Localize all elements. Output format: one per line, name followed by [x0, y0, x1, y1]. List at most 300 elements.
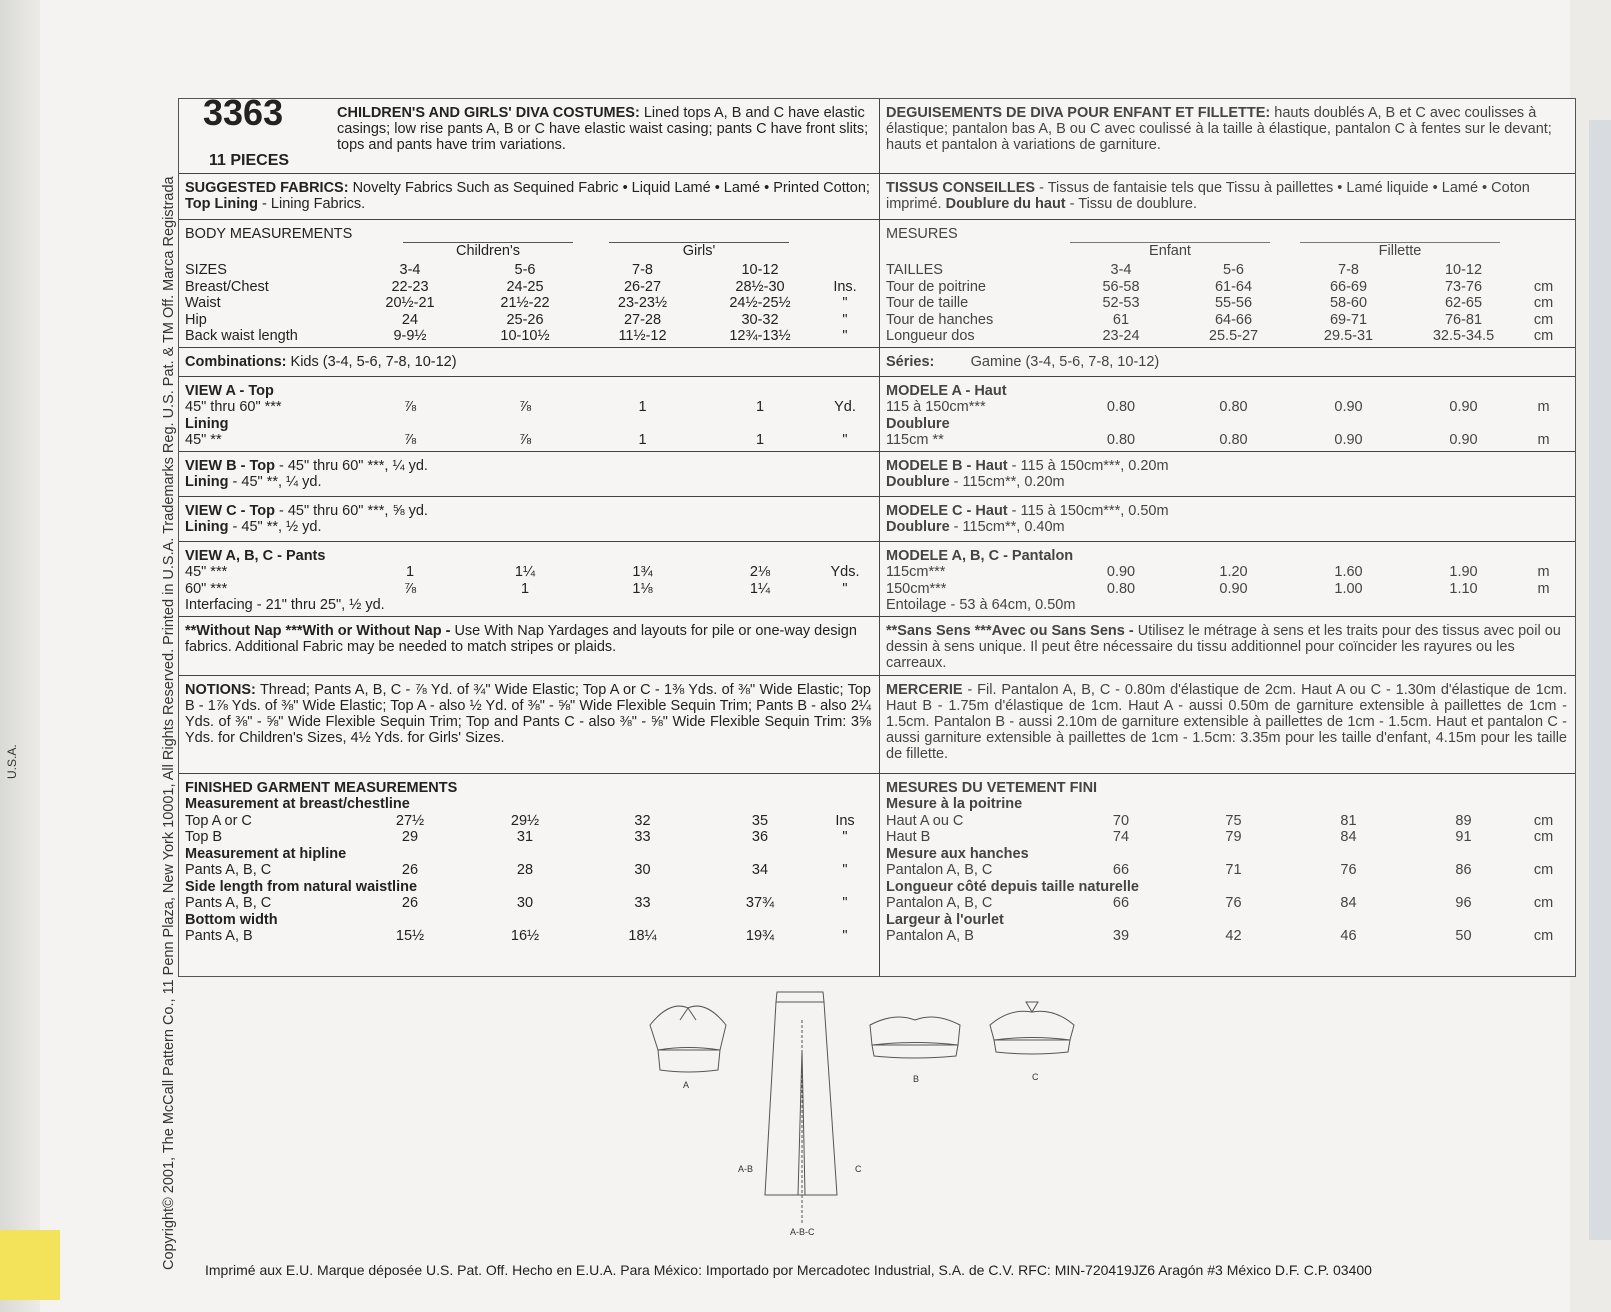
view-a-en [179, 377, 879, 452]
cell-value: 1 [755, 432, 765, 448]
cell-value: 86 [1455, 862, 1472, 878]
cell-value: 1 [755, 399, 765, 415]
table-row [886, 295, 1566, 312]
modele-c-text: - 115 à 150cm***, 0.50m [1011, 503, 1169, 519]
row-label: Pantalon A, B [886, 928, 974, 944]
desc-en: Lined tops A, B and C have elastic casings; low rise pants A, B or C have elastic waist casing; pants C have front slits; tops and pants have trim variations. [337, 105, 869, 153]
cell-value: 1¾ [632, 564, 653, 580]
cell-value: " [842, 829, 848, 845]
cell-value: 29 [401, 829, 419, 845]
fabrics-label-en: SUGGESTED FABRICS: [185, 180, 349, 196]
table-row [185, 895, 870, 912]
cell-value: 84 [1340, 895, 1357, 911]
row-label: Largeur à l'ourlet [886, 911, 1004, 928]
cell-value: 21½-22 [500, 295, 550, 311]
cell-value: 34 [751, 862, 769, 878]
table-row [185, 328, 870, 345]
cell-value: 1.60 [1334, 564, 1363, 580]
notions-en [179, 676, 879, 774]
table-row [185, 829, 870, 846]
row-label: Back waist length [185, 328, 298, 344]
cell-value: cm [1533, 278, 1554, 295]
cell-value: 0.80 [1106, 432, 1136, 448]
cell-value: 0.90 [1334, 399, 1363, 415]
cell-value: 23-23½ [617, 295, 668, 311]
combinations-en [179, 348, 879, 377]
pants-sketch [765, 992, 837, 1225]
table-row [185, 564, 870, 581]
nap-fr [880, 617, 1575, 676]
combinations-label: Combinations: [185, 354, 287, 370]
cell-value: Ins. [833, 278, 857, 295]
cell-value: 10-10½ [500, 328, 550, 344]
fabrics-row-fr [880, 174, 1575, 220]
group-children: Children's [403, 242, 573, 259]
cell-value: " [842, 295, 848, 311]
cell-value: 1⅛ [632, 580, 653, 597]
cell-value: 33 [634, 895, 651, 911]
row-label: Mesure aux hanches [886, 845, 1029, 862]
cell-value: 32 [634, 812, 651, 829]
body-table-fr [886, 262, 1566, 345]
cell-value: 0.90 [1334, 432, 1363, 448]
cell-value: 5-6 [514, 262, 536, 278]
row-label: Top A or C [185, 812, 252, 829]
cell-value: 0.90 [1449, 432, 1478, 448]
nap-en [179, 617, 879, 676]
body-measurements-title: BODY MEASUREMENTS [185, 226, 353, 242]
cell-value: ⅞ [403, 580, 417, 597]
cell-value: 27-28 [623, 311, 662, 328]
cell-value: 10-12 [1444, 262, 1483, 278]
cell-value: 24 [401, 311, 419, 328]
fabrics-row-en [179, 174, 879, 220]
cell-value: 56-58 [1102, 278, 1140, 295]
cell-value: 29½ [510, 812, 540, 829]
cell-value: Ins [835, 812, 855, 829]
table-row [886, 312, 1566, 329]
cell-value: 36 [751, 829, 769, 845]
cell-value: 5-6 [1223, 262, 1244, 278]
cell-value [1406, 416, 1521, 433]
table-row [886, 399, 1566, 416]
title-en: CHILDREN'S AND GIRLS' DIVA COSTUMES: [337, 105, 640, 121]
view-b-text: - 45" thru 60" ***, ¼ yd. [278, 458, 428, 474]
finished-title-fr: MESURES DU VETEMENT FINI [886, 780, 1098, 796]
yellow-corner [0, 1230, 60, 1300]
cell-value: 84 [1340, 829, 1357, 845]
body-table-en [185, 262, 870, 345]
view-b-lining-label: Lining [185, 474, 229, 490]
cell-value: 3-4 [1110, 262, 1132, 278]
row-label: Tour de poitrine [886, 278, 986, 295]
body-measurements-en [179, 220, 879, 348]
row-label: 150cm*** [886, 580, 947, 597]
view-c-text: - 45" thru 60" ***, ⅝ yd. [278, 503, 428, 519]
cell-value: 73-76 [1444, 278, 1483, 295]
table-row [185, 262, 870, 279]
group-girls: Girls' [609, 242, 789, 259]
cell-value: 1¼ [749, 580, 771, 597]
cell-value: 39 [1112, 928, 1130, 944]
group-enfant: Enfant [1070, 242, 1270, 259]
cell-value [1521, 416, 1566, 433]
cell-value: 76-81 [1444, 311, 1483, 328]
row-label: TAILLES [886, 262, 943, 278]
cell-value: m [1537, 580, 1550, 597]
cell-value: 15½ [395, 928, 425, 944]
finished-table-fr [886, 796, 1566, 945]
finished-table-en [185, 796, 870, 945]
cell-value: 0.80 [1106, 399, 1136, 415]
cell-value: " [842, 928, 848, 944]
row-label: 45" thru 60" *** [185, 399, 282, 415]
cell-value: Yds. [830, 564, 860, 580]
cell-value: 18¼ [628, 928, 657, 944]
row-label: Bottom width [185, 911, 278, 928]
row-label: Pants A, B, C [185, 895, 272, 911]
cell-value [700, 416, 820, 433]
sketch-label-b: B [913, 1074, 920, 1084]
row-label: Pantalon A, B, C [886, 895, 993, 911]
cell-value: 69-71 [1329, 311, 1368, 328]
header-row-fr [880, 99, 1575, 174]
table-row [886, 895, 1566, 912]
cell-value: 62-65 [1444, 295, 1483, 311]
row-label: Haut B [886, 829, 931, 845]
combinations-fr [880, 348, 1575, 377]
view-c-top-sketch [990, 1002, 1074, 1054]
cell-value: 1 [520, 580, 530, 597]
finished-en [179, 774, 879, 975]
entoilage-note: Entoilage - 53 à 64cm, 0.50m [886, 597, 1076, 613]
table-row [886, 564, 1566, 581]
nap-text-fr: Utilisez le métrage à sens et les traits pour des tissus avec poil ou dessin à sens unique. Il peut être nécessaire du tissu additionnel pour coïncider les rayures ou les carreaux. [886, 623, 1561, 671]
cell-value [1521, 262, 1566, 279]
cell-value: 10-12 [741, 262, 779, 278]
row-label: SIZES [185, 262, 227, 278]
cell-value: 58-60 [1329, 295, 1368, 311]
row-label: Measurement at hipline [185, 845, 347, 862]
cell-value [820, 416, 870, 433]
title-fr: DEGUISEMENTS DE DIVA POUR ENFANT ET FILLETTE: [886, 105, 1271, 121]
cell-value [1176, 416, 1291, 433]
row-label: Measurement at breast/chestline [185, 796, 410, 812]
sketch-label-a-b-c: A-B-C [790, 1227, 815, 1237]
cell-value: 32.5-34.5 [1432, 328, 1495, 344]
cell-value: 1 [405, 564, 415, 580]
cell-value: m [1537, 564, 1550, 580]
cell-value: 1 [638, 399, 647, 415]
table-row [886, 328, 1566, 345]
cell-value: 28 [516, 862, 534, 878]
row-label: 60" *** [185, 580, 228, 597]
cell-value: 19¾ [745, 928, 775, 944]
row-label: Tour de hanches [886, 311, 994, 328]
cell-value [355, 416, 465, 433]
description-en [337, 105, 871, 153]
table-row [886, 912, 1566, 929]
cell-value: 66 [1112, 862, 1130, 878]
cell-value: 1.90 [1449, 564, 1478, 580]
cell-value: 24½-25½ [729, 295, 791, 311]
left-edge-shadow [0, 0, 40, 1312]
edge-text: U.S.A. [5, 744, 19, 779]
mercerie-text: - Fil. Pantalon A, B, C - 0.80m d'élastique de 2cm. Haut A ou C - 1.30m d'élastique de 1cm. Haut B - 1.75m d'élastique de 1cm. Haut A - aussi 0.50m de garniture extensible à paillettes de 1cm - 1.5cm. Pantalon B - aussi 2.10m de garniture extensible à paillettes de 1cm - 1.5cm. Haut et pantalon C - aussi garniture extensible à paillettes de 1cm - 1.5cm: 3.35m pour les taille d'enfant, 4.15m pour les taille de fillette. [886, 682, 1568, 762]
cell-value: 46 [1340, 928, 1357, 944]
yardage-chart [178, 92, 1576, 977]
view-a-table-fr [886, 399, 1566, 449]
sketch-label-c-pants: C [855, 1164, 862, 1174]
row-label: Longueur dos [886, 328, 975, 344]
table-row [185, 312, 870, 329]
cell-value: 26-27 [623, 278, 662, 295]
cell-value: 12¾-13½ [729, 328, 791, 344]
view-b-lining-text: - 45" **, ¼ yd. [232, 474, 322, 490]
table-row [886, 879, 1566, 896]
sketch-label-a-b: A-B [738, 1164, 754, 1174]
lining-text-fr: - Tissu de doublure. [1069, 196, 1198, 212]
cell-value [820, 262, 870, 279]
row-label: Mesure à la poitrine [886, 796, 1023, 812]
row-label: 115 à 150cm*** [886, 399, 986, 415]
cell-value: 1.20 [1219, 564, 1248, 580]
cell-value: 96 [1455, 895, 1472, 911]
cell-value: 50 [1455, 928, 1472, 944]
row-label: Side length from natural waistline [185, 878, 418, 895]
row-label: Pants A, B [185, 928, 253, 944]
row-label: Breast/Chest [185, 278, 269, 295]
view-b-en [179, 452, 879, 497]
view-pants-en [179, 542, 879, 617]
table-row [185, 879, 870, 896]
row-label: 115cm*** [886, 564, 946, 580]
sketch-label-c: C [1032, 1072, 1039, 1082]
row-label: Tour de taille [886, 295, 969, 311]
nap-text-en: Use With Nap Yardages and layouts for pile or one-way design fabrics. Additional Fabric may be needed to match stripes or plaids. [185, 623, 857, 655]
modele-b-title: MODELE B - Haut [886, 458, 1008, 474]
notions-label: NOTIONS: [185, 682, 256, 698]
table-row [886, 432, 1566, 449]
cell-value: " [842, 432, 848, 448]
modele-b-doublure-text: - 115cm**, 0.20m [953, 474, 1065, 490]
table-row [886, 279, 1566, 296]
body-measurements-title-fr: MESURES [886, 226, 958, 242]
cell-value [585, 416, 700, 433]
modele-pantalon-title: MODELE A, B, C - Pantalon [886, 548, 1074, 564]
cell-value: ⅞ [403, 399, 417, 415]
table-row [185, 416, 870, 433]
cell-value: 89 [1455, 812, 1472, 829]
cell-value: 66 [1112, 895, 1130, 911]
modele-c-doublure-label: Doublure [886, 519, 950, 535]
lining-text-en: - Lining Fabrics. [262, 196, 366, 212]
cell-value: 30 [634, 862, 651, 878]
view-pants-fr [880, 542, 1575, 617]
series-text: Gamine (3-4, 5-6, 7-8, 10-12) [970, 354, 1160, 370]
cell-value: 76 [1340, 862, 1357, 878]
fabrics-text-en: Novelty Fabrics Such as Sequined Fabric • Liquid Lamé • Lamé • Printed Cotton; [352, 180, 870, 196]
table-row [185, 912, 870, 929]
cell-value: 91 [1455, 829, 1472, 845]
combinations-text: Kids (3-4, 5-6, 7-8, 10-12) [290, 354, 457, 370]
sketch-label-a: A [683, 1080, 690, 1090]
modele-b-doublure-label: Doublure [886, 474, 950, 490]
header-row [179, 92, 879, 174]
row-label: Waist [185, 295, 221, 311]
notions-text: Thread; Pants A, B, C - ⅞ Yd. of ¾" Wide Elastic; Top A or C - 1⅜ Yds. of ⅜" Wide Elastic; Top B - 1⅞ Yds. of ⅜" Wide Elastic; Top A - also ½ Yd. of ⅜" - ⅝" Wide Flexible Sequin Trim; Pants B - also 2¼ Yds. of ⅜" - ⅝" Wide Flexible Sequin Trim; Top and Pants C - also ⅜" - ⅝" Wide Flexible Sequin Trim: 3⅝ Yds. for Children's Sizes, 4½ Yds. for Girls' Sizes. [185, 682, 871, 746]
table-row [185, 399, 870, 416]
view-c-fr [880, 497, 1575, 542]
cell-value: 1.00 [1334, 580, 1363, 597]
series-label: Séries: [886, 354, 935, 370]
english-column [179, 92, 880, 976]
cell-value: 16½ [510, 928, 540, 944]
row-label: Lining [185, 415, 229, 432]
view-pants-table-en [185, 564, 870, 597]
cell-value: 71 [1225, 862, 1242, 878]
french-column [880, 99, 1575, 976]
modele-b-text: - 115 à 150cm***, 0.20m [1011, 458, 1169, 474]
view-b-title: VIEW B - Top [185, 458, 275, 474]
table-row [185, 581, 870, 598]
cell-value: 0.80 [1106, 580, 1136, 597]
row-label: Hip [185, 311, 207, 328]
modele-a-title: MODELE A - Haut [886, 383, 1007, 399]
table-row [185, 862, 870, 879]
view-a-top-sketch [650, 1006, 726, 1072]
footer-legal-text: Imprimé aux E.U. Marque déposée U.S. Pat. Off. Hecho en E.U.A. Para México: Importado por Mercadotec Industrial, S.A. de C.V. RFC: MIN-720419JZ6 Aragón #3 México D.F. C.P. 03400 [205, 1262, 1372, 1278]
cell-value: 37¾ [745, 895, 775, 911]
table-row [185, 928, 870, 945]
table-row [185, 846, 870, 863]
table-row [185, 796, 870, 813]
cell-value: 0.90 [1219, 580, 1248, 597]
cell-value: cm [1533, 862, 1554, 878]
notions-fr [880, 676, 1575, 774]
table-row [185, 813, 870, 830]
group-fillette: Fillette [1300, 242, 1500, 259]
cell-value: 9-9½ [393, 328, 427, 344]
cell-value: 26 [401, 862, 419, 878]
cell-value: 55-56 [1214, 295, 1253, 311]
copyright-side-text: Copyright© 2001, The McCall Pattern Co., 11 Penn Plaza, New York 10001, All Rights Reserved. Printed in U.S.A. Trademarks Reg. U.S. Pat. & TM Off. Marca Registrada [161, 176, 177, 1270]
cell-value: 7-8 [1338, 262, 1359, 278]
fabrics-text-fr: - Tissus de fantaisie tels que Tissu à paillettes • Lamé liquide • Lamé • Coton imprimé. [886, 180, 1530, 212]
table-row [886, 846, 1566, 863]
cell-value: 64-66 [1214, 311, 1253, 328]
mercerie-label: MERCERIE [886, 682, 963, 698]
table-row [886, 416, 1566, 433]
modele-c-title: MODELE C - Haut [886, 503, 1008, 519]
table-row [886, 262, 1566, 279]
row-label: 45" *** [185, 564, 228, 580]
table-row [185, 279, 870, 296]
cell-value: 76 [1225, 895, 1242, 911]
cell-value: 24-25 [506, 278, 544, 295]
cell-value: " [842, 580, 848, 597]
table-row [185, 295, 870, 312]
cell-value: 0.90 [1449, 399, 1478, 415]
nap-label-fr: **Sans Sens ***Avec ou Sans Sens - [886, 623, 1134, 639]
cell-value: 1¼ [514, 564, 536, 580]
cell-value: 30-32 [741, 311, 779, 328]
row-label: Top B [185, 829, 223, 845]
cell-value: 35 [751, 812, 769, 829]
lining-label-en: Top Lining [185, 196, 259, 212]
table-row [886, 813, 1566, 830]
finished-fr [880, 774, 1575, 975]
cell-value: 42 [1225, 928, 1242, 944]
cell-value: cm [1533, 812, 1554, 829]
cell-value: 27½ [395, 812, 425, 829]
cell-value: 7-8 [632, 262, 653, 278]
cell-value: cm [1533, 829, 1554, 845]
nap-label-en: **Without Nap ***With or Without Nap - [185, 623, 451, 639]
table-row [886, 581, 1566, 598]
cell-value: 52-53 [1102, 295, 1140, 311]
cell-value: 79 [1225, 829, 1242, 845]
cell-value: 3-4 [399, 262, 421, 278]
cell-value: 81 [1340, 812, 1357, 829]
cell-value: 1.10 [1449, 580, 1478, 597]
cell-value: cm [1533, 928, 1554, 944]
cell-value: 33 [634, 829, 651, 845]
fabrics-label-fr: TISSUS CONSEILLES [886, 180, 1036, 196]
table-row [886, 928, 1566, 945]
cell-value: 22-23 [391, 278, 429, 295]
cell-value: 25-26 [506, 311, 544, 328]
cell-value: 74 [1112, 829, 1130, 845]
row-label: Doublure [886, 415, 950, 432]
view-b-top-sketch [870, 1017, 960, 1058]
cell-value: 31 [516, 829, 534, 845]
cell-value: 0.90 [1106, 564, 1136, 580]
cell-value [1291, 416, 1406, 433]
cell-value: ⅞ [518, 399, 532, 415]
cell-value: 25.5-27 [1208, 328, 1259, 344]
view-pants-table-fr [886, 564, 1566, 597]
row-label: Pants A, B, C [185, 862, 272, 878]
cell-value: 61-64 [1214, 278, 1253, 295]
cell-value: m [1537, 432, 1550, 448]
cell-value: cm [1533, 895, 1554, 911]
cell-value: cm [1533, 295, 1554, 311]
fabrics-en [185, 180, 871, 212]
table-row [886, 862, 1566, 879]
row-label: 115cm ** [886, 432, 944, 448]
cell-value: 2⅛ [749, 564, 771, 580]
cell-value: ⅞ [403, 432, 417, 448]
cell-value: 1 [638, 432, 647, 448]
pieces-count: 11 PIECES [209, 152, 290, 169]
cell-value: cm [1533, 328, 1554, 344]
cell-value: 0.80 [1219, 432, 1248, 448]
right-edge-shadow [1589, 120, 1611, 1240]
cell-value: cm [1533, 311, 1554, 328]
view-a-fr [880, 377, 1575, 452]
view-c-title: VIEW C - Top [185, 503, 275, 519]
cell-value: 30 [516, 895, 534, 911]
cell-value: 70 [1112, 812, 1130, 829]
lining-label-fr: Doublure du haut [945, 196, 1066, 212]
table-row [185, 432, 870, 449]
technical-drawings [640, 990, 1100, 1240]
cell-value: " [842, 311, 848, 328]
cell-value: 23-24 [1102, 328, 1140, 344]
table-row [886, 796, 1566, 813]
cell-value: 26 [401, 895, 419, 911]
